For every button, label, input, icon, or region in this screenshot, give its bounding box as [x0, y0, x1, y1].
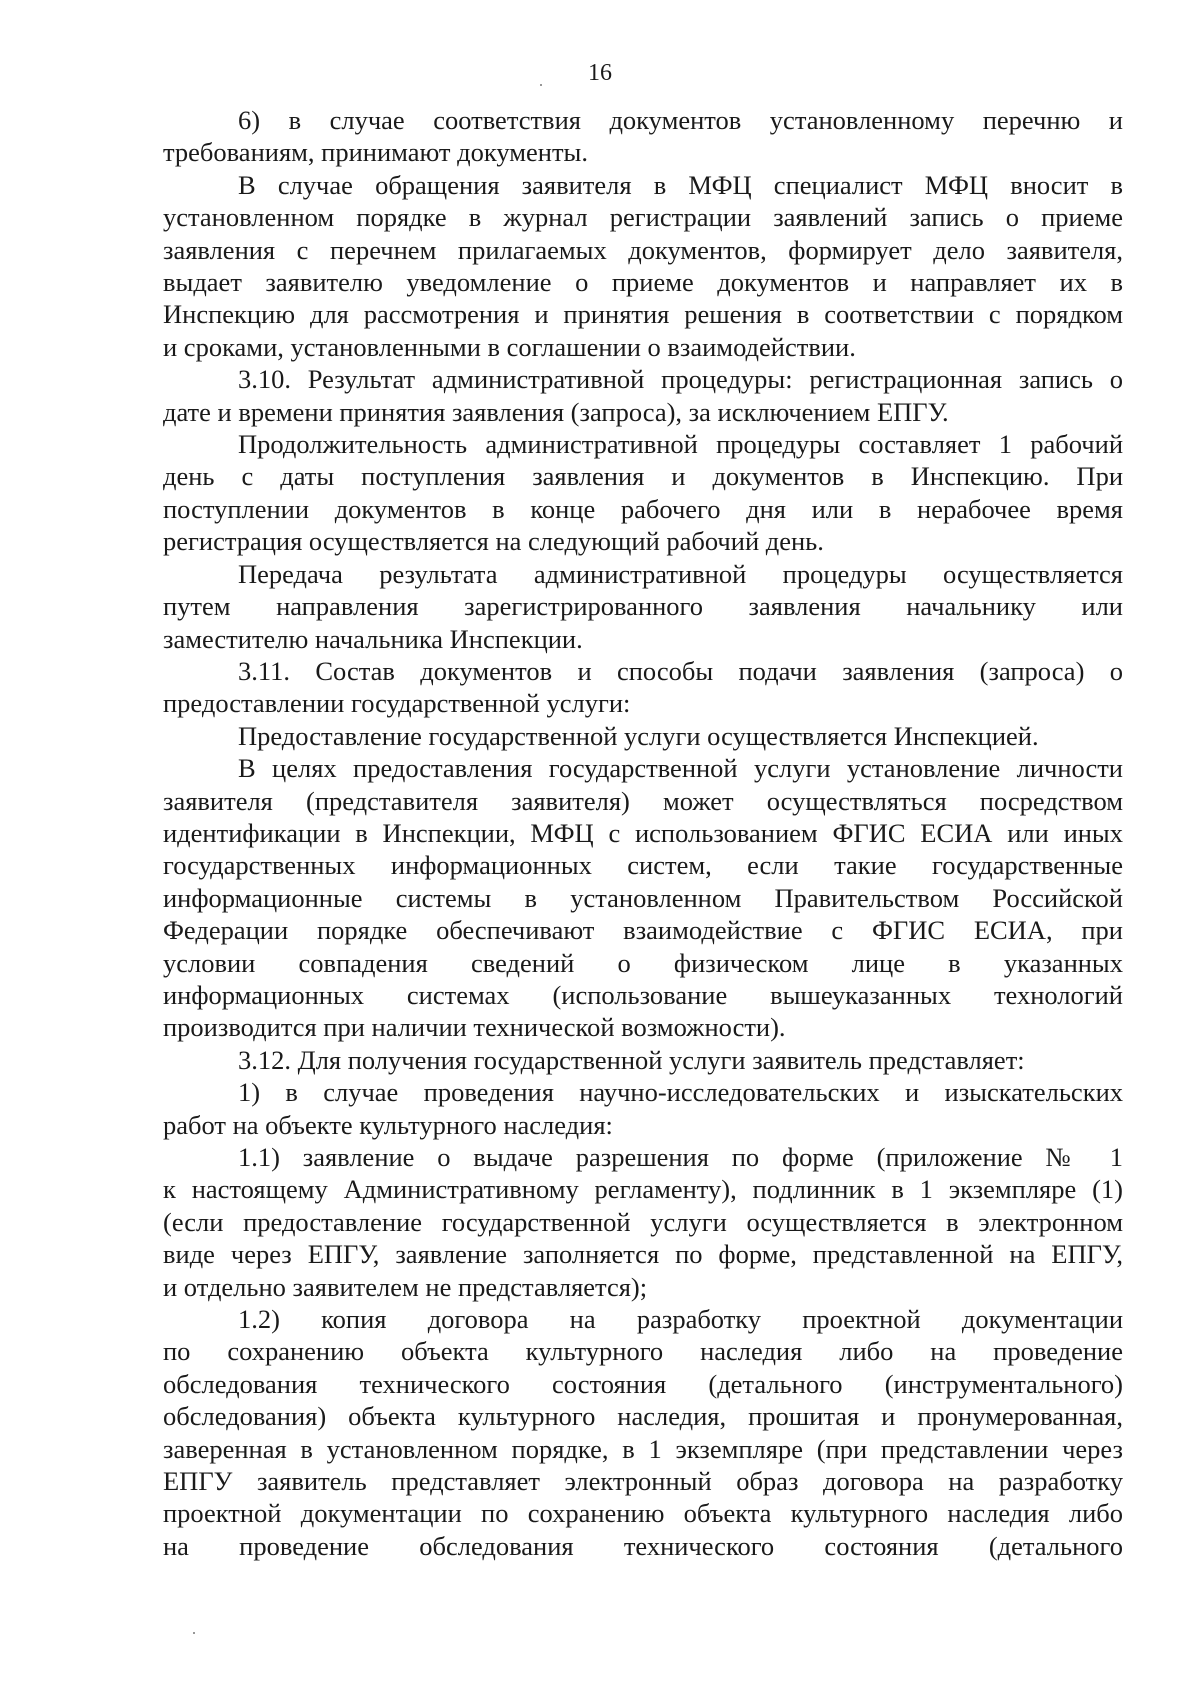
text-line: поступлении документов в конце рабочего дня или в нерабочее время [163, 493, 1123, 524]
text-line: государственных информационных систем, если такие государственные [163, 850, 1123, 881]
text-line: ЕПГУ заявитель представляет электронный образ договора на разработку [163, 1466, 1123, 1497]
paragraph [163, 1303, 1123, 1562]
text-line: 3.12. Для получения государственной услуги заявитель представляет: [238, 1044, 1025, 1075]
paragraph [163, 720, 1123, 752]
text-line: обследования) объекта культурного наследия, прошитая и пронумерованная, [163, 1401, 1123, 1432]
paragraph [163, 1076, 1123, 1141]
text-line: и сроками, установленными в соглашении о взаимодействии. [163, 331, 856, 362]
text-line: регистрация осуществляется на следующий рабочий день. [163, 526, 824, 557]
text-line: на проведение обследования технического состояния (детального [163, 1530, 1123, 1561]
text-line: 1) в случае проведения научно-исследовательских и изыскательских [238, 1077, 1123, 1108]
text-line: работ на объекте культурного наследия: [163, 1109, 613, 1140]
text-line: установленном порядке в журнал регистрации заявлений запись о приеме [163, 202, 1123, 233]
paragraph [163, 558, 1123, 655]
scan-speck [540, 84, 542, 86]
text-line: информационных системах (использование вышеуказанных технологий [163, 979, 1123, 1010]
text-line: дате и времени принятия заявления (запроса), за исключением ЕПГУ. [163, 396, 949, 427]
paragraph [163, 169, 1123, 363]
text-line: предоставлении государственной услуги: [163, 688, 631, 719]
text-line: Федерации порядке обеспечивают взаимодействие с ФГИС ЕСИА, при [163, 915, 1123, 946]
text-line: и отдельно заявителем не представляется); [163, 1271, 648, 1302]
text-line: проектной документации по сохранению объекта культурного наследия либо [163, 1498, 1123, 1529]
text-line: 3.10. Результат административной процедуры: регистрационная запись о [238, 364, 1123, 395]
text-line: 6) в случае соответствия документов установленному перечню и [238, 105, 1123, 135]
text-line: заявления с перечнем прилагаемых документов, формирует дело заявителя, [163, 234, 1123, 265]
text-line: Предоставление государственной услуги осуществляется Инспекцией. [238, 720, 1039, 751]
paragraph [163, 363, 1123, 428]
text-line: требованиям, принимают документы. [163, 137, 588, 168]
text-line: по сохранению объекта культурного наследия либо на проведение [163, 1336, 1123, 1367]
text-line: 3.11. Состав документов и способы подачи заявления (запроса) о [238, 655, 1123, 686]
text-line: Продолжительность административной процедуры составляет 1 рабочий [238, 429, 1123, 460]
paragraph [163, 1141, 1123, 1303]
text-line: 1.1) заявление о выдаче разрешения по форме (приложение № 1 [238, 1142, 1123, 1172]
text-line: идентификации в Инспекции, МФЦ с использованием ФГИС ЕСИА или иных [163, 817, 1123, 848]
text-line: информационные системы в установленном Правительством Российской [163, 882, 1123, 913]
text-line: заявителя (представителя заявителя) может осуществляться посредством [163, 785, 1123, 816]
text-line: В случае обращения заявителя в МФЦ специалист МФЦ вносит в [238, 169, 1123, 200]
paragraph [163, 428, 1123, 558]
text-line: путем направления зарегистрированного заявления начальнику или [163, 591, 1123, 622]
text-line: (если предоставление государственной услуги осуществляется в электронном [163, 1206, 1123, 1237]
scan-speck [193, 1632, 195, 1634]
text-line: виде через ЕПГУ, заявление заполняется по форме, представленной на ЕПГУ, [163, 1239, 1123, 1270]
text-line: день с даты поступления заявления и документов в Инспекцию. При [163, 461, 1123, 492]
text-line: условии совпадения сведений о физическом лице в указанных [163, 947, 1123, 978]
paragraph [163, 1044, 1123, 1076]
text-line: В целях предоставления государственной услуги установление личности [238, 753, 1123, 784]
paragraph [163, 655, 1123, 720]
text-line: Инспекцию для рассмотрения и принятия решения в соответствии с порядком [163, 299, 1123, 330]
document-body [163, 104, 1123, 1562]
text-line: обследования технического состояния (детального (инструментального) [163, 1368, 1123, 1399]
text-line: заверенная в установленном порядке, в 1 экземпляре (при представлении через [163, 1433, 1123, 1464]
paragraph [163, 104, 1123, 169]
text-line: заместителю начальника Инспекции. [163, 623, 583, 654]
text-line: Передача результата административной процедуры осуществляется [238, 558, 1123, 589]
text-line: к настоящему Административному регламенту), подлинник в 1 экземпляре (1) [163, 1174, 1123, 1205]
paragraph [163, 752, 1123, 1044]
page-number: 16 [588, 60, 612, 86]
text-line: 1.2) копия договора на разработку проектной документации [238, 1304, 1123, 1335]
text-line: выдает заявителю уведомление о приеме документов и направляет их в [163, 267, 1123, 298]
text-line: производится при наличии технической возможности). [163, 1012, 786, 1043]
